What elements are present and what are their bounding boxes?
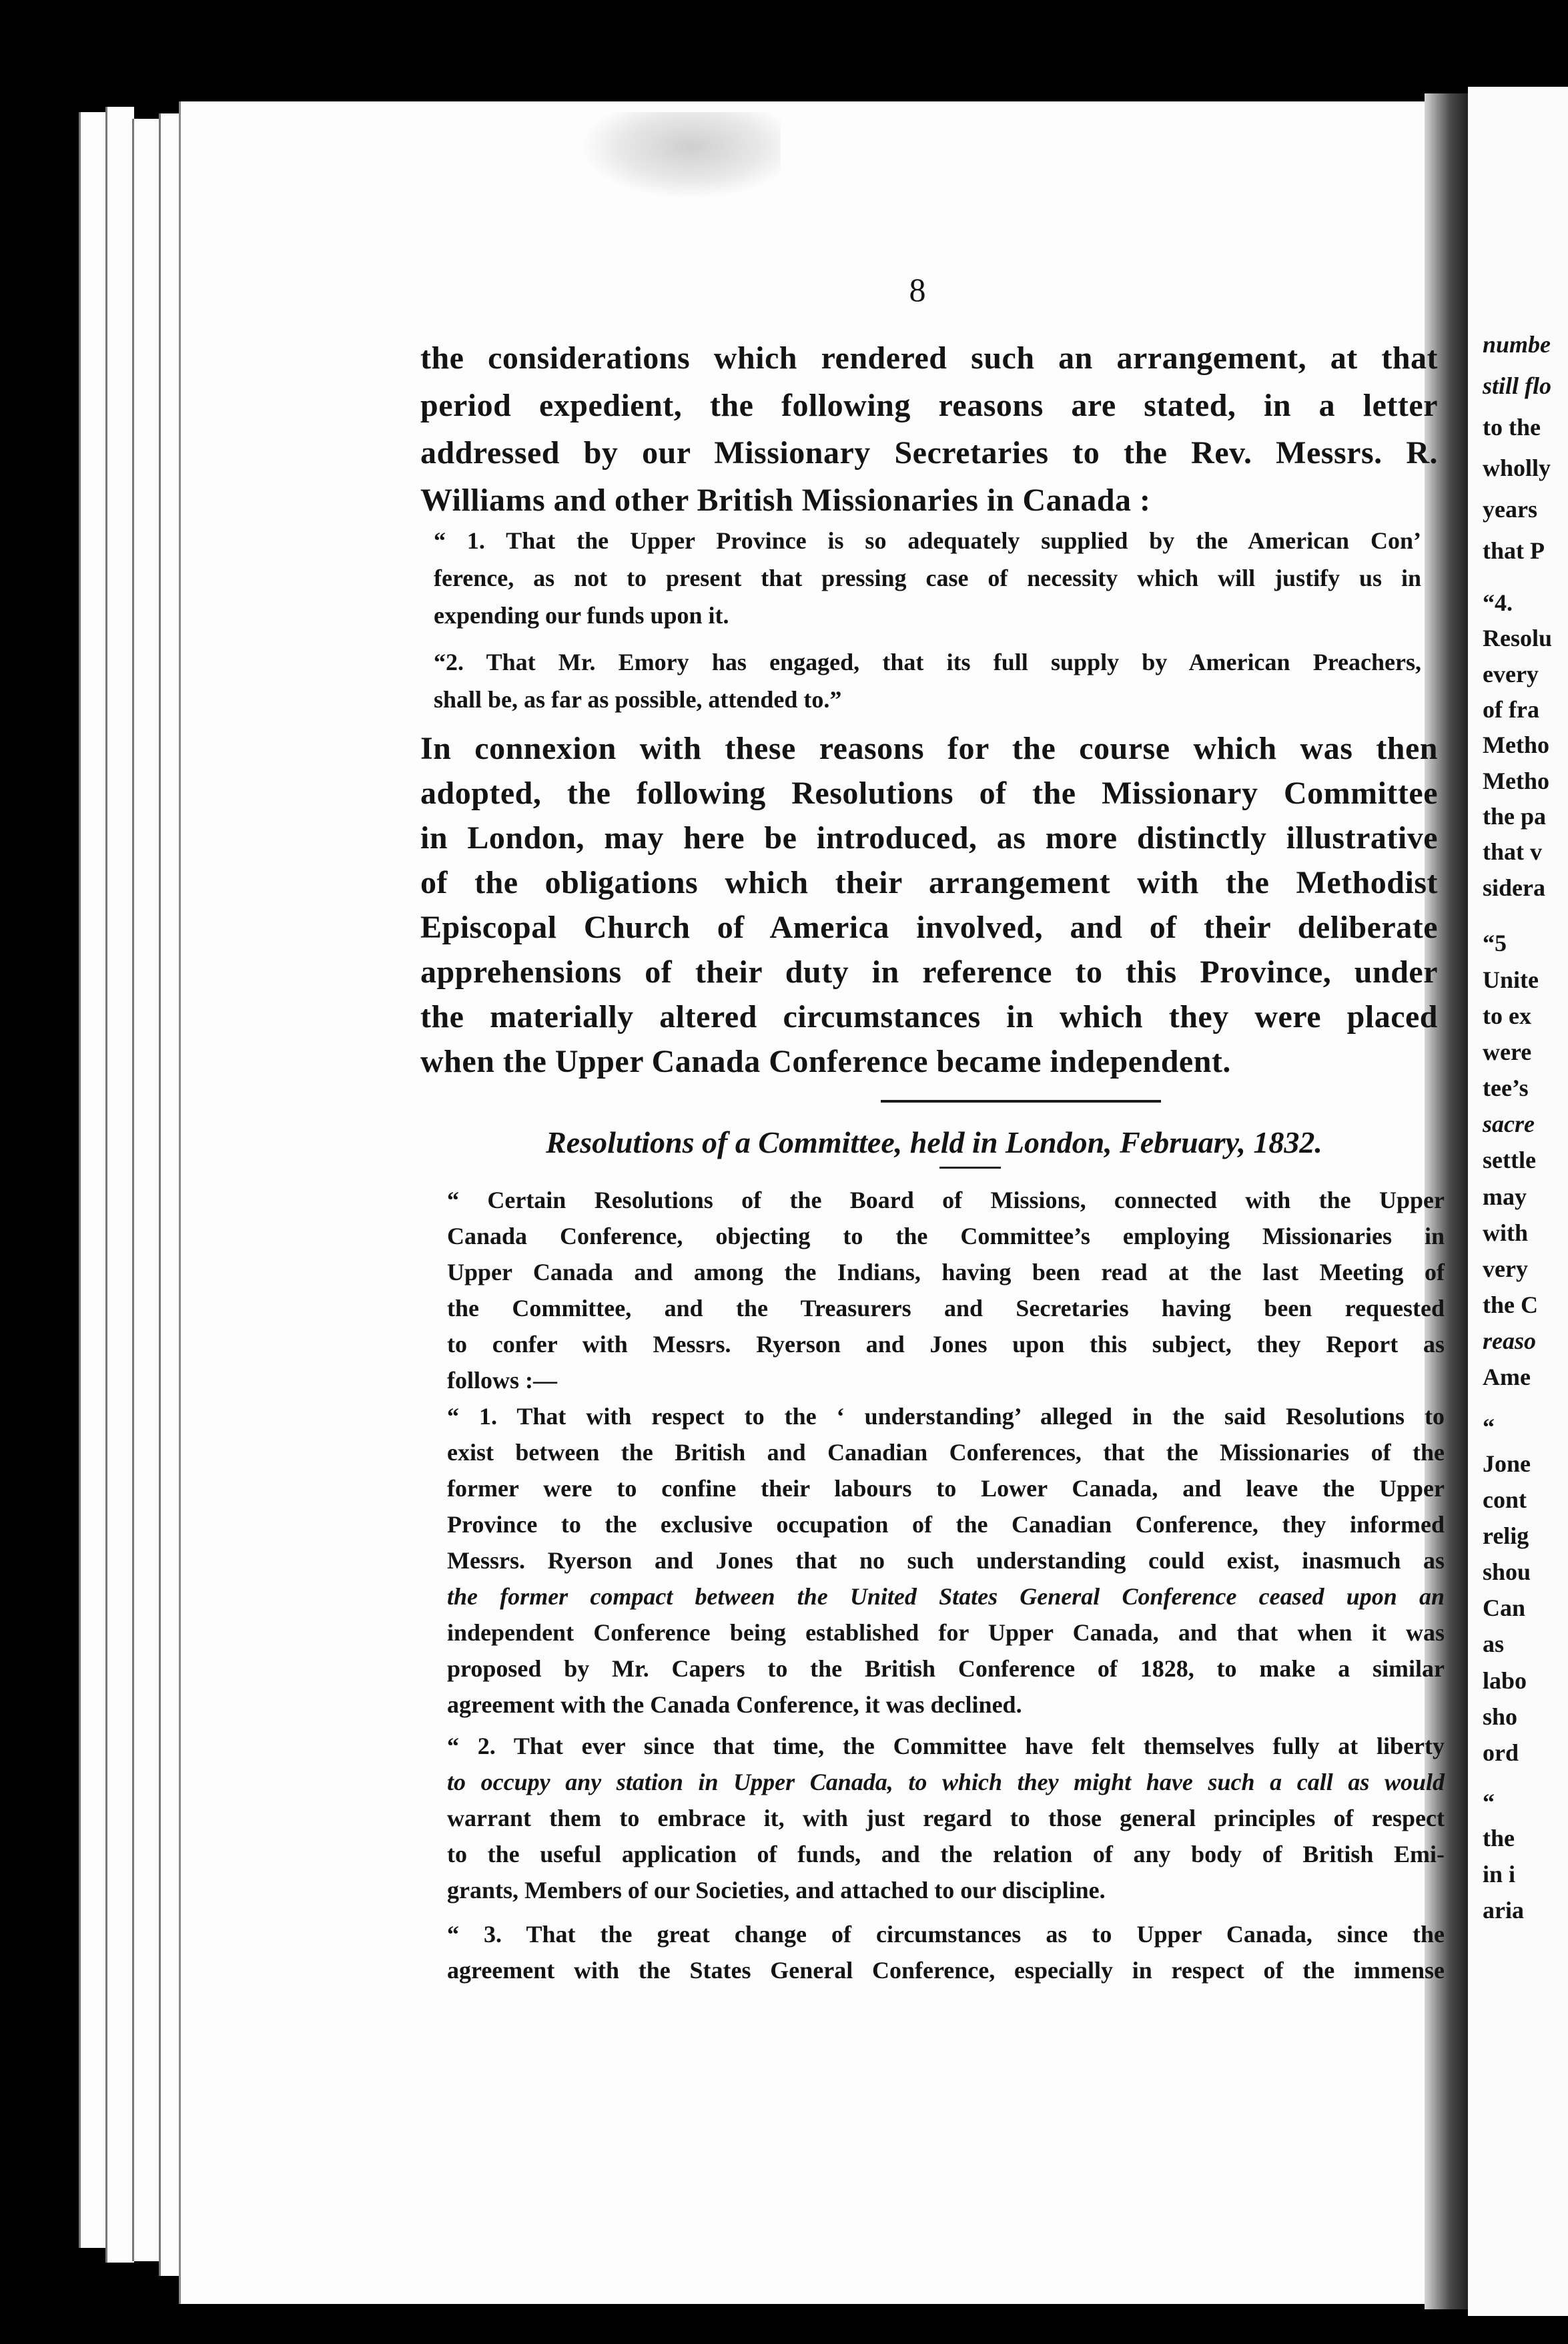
facing-page-fragment: Resolu bbox=[1483, 625, 1553, 651]
facing-page-fragment: sidera bbox=[1483, 874, 1545, 901]
facing-page-fragment: Unite bbox=[1483, 966, 1539, 993]
scan-blemish bbox=[580, 112, 781, 199]
facing-page-fragment: years bbox=[1483, 496, 1537, 523]
text-line: Williams and other British Missionaries in Canada : bbox=[420, 483, 1151, 518]
text-line: apprehensions of their duty in reference to this Province, under bbox=[420, 954, 1438, 990]
facing-page-fragment: shou bbox=[1483, 1558, 1531, 1585]
facing-page-fragment: ord bbox=[1483, 1739, 1519, 1766]
facing-page-fragment: may bbox=[1483, 1183, 1527, 1210]
resolution-line: independent Conference being established for Upper Canada, and that when it was bbox=[447, 1619, 1445, 1646]
facing-page-fragment: that P bbox=[1483, 537, 1545, 564]
facing-page-fragment: the C bbox=[1483, 1291, 1538, 1318]
resolution-line: to confer with Messrs. Ryerson and Jones upon this subject, they Report as bbox=[447, 1331, 1445, 1358]
facing-page-fragment: as bbox=[1483, 1631, 1505, 1657]
facing-page-fragment: very bbox=[1483, 1255, 1528, 1282]
quote-line: “2. That Mr. Emory has engaged, that its full supply by American Preachers, bbox=[434, 649, 1421, 675]
page-number: 8 bbox=[909, 271, 926, 308]
resolution-line: proposed by Mr. Capers to the British Conference of 1828, to make a similar bbox=[447, 1655, 1445, 1682]
quote-line: expending our funds upon it. bbox=[434, 602, 729, 629]
resolution-line: former were to confine their labours to Lower Canada, and leave the Upper bbox=[447, 1475, 1445, 1502]
facing-page-fragment: sho bbox=[1483, 1703, 1518, 1730]
resolution-line: follows :— bbox=[447, 1367, 557, 1394]
facing-page-fragment: wholly bbox=[1483, 455, 1551, 481]
quote-line: ference, as not to present that pressing case of necessity which will justify us in bbox=[434, 565, 1421, 591]
resolution-line: “ Certain Resolutions of the Board of Missions, connected with the Upper bbox=[447, 1187, 1445, 1213]
resolution-line: Messrs. Ryerson and Jones that no such understanding could exist, inasmuch as bbox=[447, 1547, 1445, 1574]
divider-rule bbox=[939, 1167, 1001, 1169]
text-line: Episcopal Church of America involved, and of their deliberate bbox=[420, 910, 1438, 945]
facing-page-fragment: “4. bbox=[1483, 589, 1513, 616]
facing-page-fragment: every bbox=[1483, 661, 1539, 687]
facing-page-fragment: were bbox=[1483, 1039, 1532, 1065]
facing-page-fragment: numbe bbox=[1483, 331, 1551, 358]
facing-page-fragment: tee’s bbox=[1483, 1075, 1529, 1101]
facing-page-fragment: in i bbox=[1483, 1861, 1516, 1887]
facing-page bbox=[1468, 87, 1568, 2316]
text-line: in London, may here be introduced, as more distinctly illustrative bbox=[420, 820, 1438, 856]
resolution-line: Upper Canada and among the Indians, having been read at the last Meeting of bbox=[447, 1259, 1445, 1285]
divider-rule bbox=[881, 1100, 1161, 1103]
facing-page-fragment: “5 bbox=[1483, 930, 1507, 956]
facing-page-fragment: that v bbox=[1483, 838, 1542, 865]
facing-page-fragment: the pa bbox=[1483, 803, 1547, 830]
resolution-line: exist between the British and Canadian Conferences, that the Missionaries of the bbox=[447, 1439, 1445, 1466]
resolution-line: grants, Members of our Societies, and attached to our discipline. bbox=[447, 1877, 1106, 1903]
page-edge bbox=[79, 112, 107, 2248]
resolution-line: “ 1. That with respect to the ‘ understanding’ alleged in the said Resolutions to bbox=[447, 1403, 1445, 1430]
resolution-line: the former compact between the United States General Conference ceased upon an bbox=[447, 1583, 1445, 1610]
facing-page-fragment: Ame bbox=[1483, 1364, 1531, 1390]
quote-line: shall be, as far as possible, attended to.” bbox=[434, 686, 842, 713]
resolution-line: agreement with the Canada Conference, it was declined. bbox=[447, 1691, 1022, 1718]
facing-page-fragment: still flo bbox=[1483, 372, 1552, 399]
page-edge bbox=[132, 119, 161, 2261]
page-edge bbox=[105, 107, 134, 2263]
facing-page-fragment: to the bbox=[1483, 414, 1541, 441]
facing-page-fragment: of fra bbox=[1483, 696, 1539, 723]
text-line: In connexion with these reasons for the course which was then bbox=[420, 731, 1438, 766]
resolution-line: “ 3. That the great change of circumstances as to Upper Canada, since the bbox=[447, 1921, 1445, 1948]
text-line: addressed by our Missionary Secretaries to the Rev. Messrs. R. bbox=[420, 435, 1438, 471]
facing-page-fragment: Can bbox=[1483, 1594, 1526, 1621]
resolution-line: Province to the exclusive occupation of the Canadian Conference, they informed bbox=[447, 1511, 1445, 1538]
text-line: of the obligations which their arrangement with the Methodist bbox=[420, 865, 1438, 900]
quote-line: “ 1. That the Upper Province is so adequately supplied by the American Con’ bbox=[434, 527, 1421, 554]
facing-page-fragment: relig bbox=[1483, 1522, 1529, 1549]
text-line: when the Upper Canada Conference became independent. bbox=[420, 1044, 1231, 1079]
facing-page-fragment: “ bbox=[1483, 1789, 1495, 1815]
facing-page-fragment: reaso bbox=[1483, 1328, 1536, 1354]
resolution-line: to occupy any station in Upper Canada, to which they might have such a call as would bbox=[447, 1769, 1445, 1795]
resolution-line: warrant them to embrace it, with just regard to those general principles of respect bbox=[447, 1805, 1445, 1831]
facing-page-fragment: labo bbox=[1483, 1667, 1527, 1694]
resolution-line: the Committee, and the Treasurers and Secretaries having been requested bbox=[447, 1295, 1445, 1322]
facing-page-fragment: Jone bbox=[1483, 1450, 1531, 1477]
resolution-line: Canada Conference, objecting to the Committee’s employing Missionaries in bbox=[447, 1223, 1445, 1249]
text-line: the materially altered circumstances in which they were placed bbox=[420, 999, 1438, 1035]
facing-page-fragment: Metho bbox=[1483, 731, 1549, 758]
facing-page-fragment: settle bbox=[1483, 1147, 1536, 1173]
facing-page-fragment: to ex bbox=[1483, 1002, 1531, 1029]
section-heading: Resolutions of a Committee, held in London, February, 1832. bbox=[546, 1125, 1322, 1159]
text-line: period expedient, the following reasons are stated, in a letter bbox=[420, 388, 1438, 423]
resolution-line: agreement with the States General Conference, especially in respect of the immense bbox=[447, 1957, 1445, 1984]
text-line: the considerations which rendered such an arrangement, at that bbox=[420, 340, 1438, 376]
facing-page-fragment: “ bbox=[1483, 1414, 1495, 1440]
resolution-line: “ 2. That ever since that time, the Committee have felt themselves fully at liberty bbox=[447, 1733, 1445, 1759]
facing-page-fragment: aria bbox=[1483, 1897, 1524, 1924]
facing-page-fragment: cont bbox=[1483, 1486, 1527, 1513]
facing-page-fragment: sacre bbox=[1483, 1111, 1535, 1137]
resolution-line: to the useful application of funds, and the relation of any body of British Emi- bbox=[447, 1841, 1445, 1867]
facing-page-fragment: the bbox=[1483, 1825, 1515, 1851]
facing-page-fragment: with bbox=[1483, 1219, 1529, 1246]
facing-page-fragment: Metho bbox=[1483, 768, 1549, 794]
text-line: adopted, the following Resolutions of the Missionary Committee bbox=[420, 776, 1438, 811]
